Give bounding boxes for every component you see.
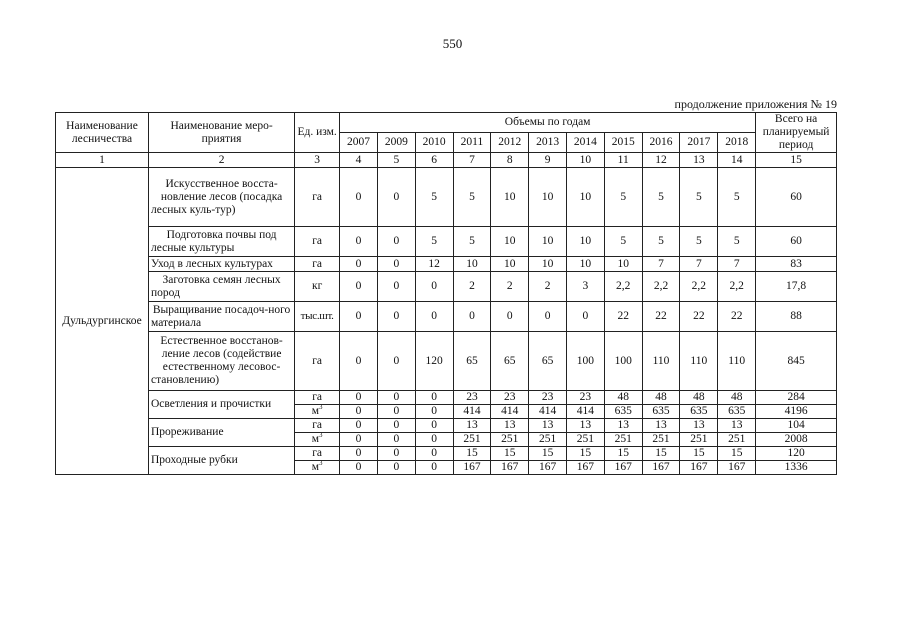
value-cell-2007: 0	[340, 227, 378, 257]
value-cell-2012: 251	[491, 433, 529, 447]
value-cell-2010: 120	[415, 332, 453, 391]
total-cell: 1336	[756, 461, 837, 475]
value-cell-2011: 251	[453, 433, 491, 447]
year-header-2016: 2016	[642, 133, 680, 153]
value-cell-2014: 414	[567, 405, 605, 419]
total-cell: 4196	[756, 405, 837, 419]
forestry-volumes-table	[55, 112, 837, 475]
value-cell-2018: 635	[718, 405, 756, 419]
value-cell-2011: 167	[453, 461, 491, 475]
value-cell-2007: 0	[340, 405, 378, 419]
value-cell-2015: 635	[604, 405, 642, 419]
value-cell-2016: 15	[642, 447, 680, 461]
header-forestry: Наименование лесничества	[56, 113, 149, 153]
value-cell-2012: 23	[491, 391, 529, 405]
value-cell-2014: 10	[567, 227, 605, 257]
value-cell-2011: 23	[453, 391, 491, 405]
value-cell-2014: 167	[567, 461, 605, 475]
unit-cell: га	[295, 447, 340, 461]
table-row	[56, 227, 837, 257]
column-number-5: 5	[377, 153, 415, 168]
value-cell-2012: 15	[491, 447, 529, 461]
value-cell-2013: 10	[529, 168, 567, 227]
value-cell-2014: 3	[567, 272, 605, 302]
value-cell-2018: 167	[718, 461, 756, 475]
value-cell-2011: 0	[453, 302, 491, 332]
total-cell: 845	[756, 332, 837, 391]
column-number-8: 8	[491, 153, 529, 168]
value-cell-2016: 5	[642, 168, 680, 227]
activity-name-cell: Прореживание	[149, 419, 295, 447]
activity-name-cell: Заготовка семян лесных пород	[149, 272, 295, 302]
value-cell-2018: 251	[718, 433, 756, 447]
year-header-2012: 2012	[491, 133, 529, 153]
activity-name-cell: Подготовка почвы под лесные культуры	[149, 227, 295, 257]
table-row	[56, 257, 837, 272]
activity-name-cell: Выращивание посадоч-ного материала	[149, 302, 295, 332]
value-cell-2014: 10	[567, 257, 605, 272]
value-cell-2012: 10	[491, 227, 529, 257]
value-cell-2017: 13	[680, 419, 718, 433]
value-cell-2011: 15	[453, 447, 491, 461]
activity-name-cell: Естественное восстанов-ление лесов (содействие естественному лесовос-становлению)	[149, 332, 295, 391]
header-total: Всего на планируемый период	[756, 113, 837, 153]
year-header-2010: 2010	[415, 133, 453, 153]
column-number-6: 6	[415, 153, 453, 168]
column-number-13: 13	[680, 153, 718, 168]
value-cell-2010: 12	[415, 257, 453, 272]
total-cell: 83	[756, 257, 837, 272]
column-number-12: 12	[642, 153, 680, 168]
value-cell-2013: 167	[529, 461, 567, 475]
value-cell-2010: 5	[415, 227, 453, 257]
value-cell-2018: 48	[718, 391, 756, 405]
value-cell-2013: 0	[529, 302, 567, 332]
total-cell: 104	[756, 419, 837, 433]
value-cell-2011: 13	[453, 419, 491, 433]
value-cell-2010: 0	[415, 461, 453, 475]
value-cell-2016: 167	[642, 461, 680, 475]
value-cell-2012: 414	[491, 405, 529, 419]
year-header-2009: 2009	[377, 133, 415, 153]
unit-cell: га	[295, 257, 340, 272]
value-cell-2013: 10	[529, 257, 567, 272]
value-cell-2018: 2,2	[718, 272, 756, 302]
total-cell: 88	[756, 302, 837, 332]
table-row	[56, 447, 837, 461]
column-number-1: 1	[56, 153, 149, 168]
value-cell-2015: 48	[604, 391, 642, 405]
column-number-2: 2	[149, 153, 295, 168]
value-cell-2010: 0	[415, 405, 453, 419]
value-cell-2010: 0	[415, 302, 453, 332]
value-cell-2017: 5	[680, 168, 718, 227]
value-cell-2014: 23	[567, 391, 605, 405]
value-cell-2013: 65	[529, 332, 567, 391]
year-header-2015: 2015	[604, 133, 642, 153]
activity-name-cell: Искусственное восста-новление лесов (посадка лесных куль-тур)	[149, 168, 295, 227]
value-cell-2010: 0	[415, 272, 453, 302]
value-cell-2017: 110	[680, 332, 718, 391]
year-header-2018: 2018	[718, 133, 756, 153]
value-cell-2017: 2,2	[680, 272, 718, 302]
value-cell-2015: 10	[604, 257, 642, 272]
value-cell-2015: 5	[604, 227, 642, 257]
table-row	[56, 168, 837, 227]
table-body	[56, 168, 837, 475]
value-cell-2013: 10	[529, 227, 567, 257]
value-cell-2013: 2	[529, 272, 567, 302]
value-cell-2007: 0	[340, 461, 378, 475]
value-cell-2018: 110	[718, 332, 756, 391]
value-cell-2012: 13	[491, 419, 529, 433]
value-cell-2017: 167	[680, 461, 718, 475]
table-row	[56, 391, 837, 405]
value-cell-2014: 251	[567, 433, 605, 447]
activity-name-cell: Проходные рубки	[149, 447, 295, 475]
value-cell-2009: 0	[377, 405, 415, 419]
value-cell-2017: 22	[680, 302, 718, 332]
value-cell-2009: 0	[377, 168, 415, 227]
year-header-2007: 2007	[340, 133, 378, 153]
year-header-2017: 2017	[680, 133, 718, 153]
value-cell-2018: 7	[718, 257, 756, 272]
value-cell-2013: 251	[529, 433, 567, 447]
value-cell-2010: 0	[415, 419, 453, 433]
value-cell-2011: 65	[453, 332, 491, 391]
value-cell-2009: 0	[377, 433, 415, 447]
table-row	[56, 302, 837, 332]
value-cell-2015: 15	[604, 447, 642, 461]
value-cell-2011: 5	[453, 227, 491, 257]
value-cell-2017: 48	[680, 391, 718, 405]
activity-name-cell: Осветления и прочистки	[149, 391, 295, 419]
value-cell-2015: 100	[604, 332, 642, 391]
unit-cell: га	[295, 332, 340, 391]
value-cell-2012: 10	[491, 168, 529, 227]
unit-cell: га	[295, 419, 340, 433]
total-cell: 2008	[756, 433, 837, 447]
value-cell-2012: 167	[491, 461, 529, 475]
value-cell-2011: 2	[453, 272, 491, 302]
unit-cell: га	[295, 391, 340, 405]
column-number-15: 15	[756, 153, 837, 168]
value-cell-2017: 635	[680, 405, 718, 419]
activity-name-cell: Уход в лесных культурах	[149, 257, 295, 272]
value-cell-2014: 0	[567, 302, 605, 332]
value-cell-2009: 0	[377, 461, 415, 475]
header-unit: Ед. изм.	[295, 113, 340, 153]
value-cell-2016: 22	[642, 302, 680, 332]
value-cell-2010: 0	[415, 447, 453, 461]
value-cell-2015: 2,2	[604, 272, 642, 302]
value-cell-2013: 414	[529, 405, 567, 419]
appendix-continuation-note: продолжение приложения № 19	[674, 97, 837, 111]
value-cell-2014: 15	[567, 447, 605, 461]
column-number-10: 10	[567, 153, 605, 168]
table-header	[56, 113, 837, 168]
value-cell-2010: 0	[415, 433, 453, 447]
column-number-3: 3	[295, 153, 340, 168]
column-number-14: 14	[718, 153, 756, 168]
value-cell-2009: 0	[377, 332, 415, 391]
value-cell-2014: 13	[567, 419, 605, 433]
value-cell-2016: 2,2	[642, 272, 680, 302]
value-cell-2015: 167	[604, 461, 642, 475]
column-number-9: 9	[529, 153, 567, 168]
total-cell: 60	[756, 227, 837, 257]
value-cell-2012: 0	[491, 302, 529, 332]
value-cell-2016: 48	[642, 391, 680, 405]
unit-cell: $м^3$	[295, 461, 340, 475]
table-row	[56, 272, 837, 302]
forestry-name-cell: Дульдургинское	[56, 168, 149, 475]
value-cell-2011: 5	[453, 168, 491, 227]
value-cell-2016: 635	[642, 405, 680, 419]
unit-cell: га	[295, 168, 340, 227]
value-cell-2009: 0	[377, 302, 415, 332]
value-cell-2011: 10	[453, 257, 491, 272]
value-cell-2007: 0	[340, 168, 378, 227]
value-cell-2007: 0	[340, 447, 378, 461]
total-cell: 284	[756, 391, 837, 405]
value-cell-2012: 10	[491, 257, 529, 272]
table-row	[56, 419, 837, 433]
total-cell: 17,8	[756, 272, 837, 302]
year-header-2014: 2014	[567, 133, 605, 153]
total-cell: 120	[756, 447, 837, 461]
value-cell-2010: 5	[415, 168, 453, 227]
value-cell-2009: 0	[377, 257, 415, 272]
value-cell-2015: 251	[604, 433, 642, 447]
value-cell-2014: 10	[567, 168, 605, 227]
value-cell-2017: 5	[680, 227, 718, 257]
value-cell-2011: 414	[453, 405, 491, 419]
unit-cell: кг	[295, 272, 340, 302]
column-number-row	[56, 153, 837, 168]
value-cell-2015: 13	[604, 419, 642, 433]
value-cell-2016: 13	[642, 419, 680, 433]
unit-cell: га	[295, 227, 340, 257]
value-cell-2009: 0	[377, 419, 415, 433]
value-cell-2010: 0	[415, 391, 453, 405]
header-volumes-by-year: Объемы по годам	[340, 113, 756, 133]
value-cell-2012: 2	[491, 272, 529, 302]
value-cell-2007: 0	[340, 391, 378, 405]
value-cell-2017: 251	[680, 433, 718, 447]
value-cell-2016: 7	[642, 257, 680, 272]
value-cell-2018: 5	[718, 227, 756, 257]
value-cell-2018: 15	[718, 447, 756, 461]
value-cell-2009: 0	[377, 391, 415, 405]
column-number-7: 7	[453, 153, 491, 168]
value-cell-2013: 13	[529, 419, 567, 433]
value-cell-2009: 0	[377, 447, 415, 461]
value-cell-2016: 110	[642, 332, 680, 391]
table-row	[56, 332, 837, 391]
value-cell-2018: 22	[718, 302, 756, 332]
value-cell-2012: 65	[491, 332, 529, 391]
page-number: 550	[442, 36, 463, 51]
value-cell-2017: 15	[680, 447, 718, 461]
value-cell-2018: 13	[718, 419, 756, 433]
column-number-11: 11	[604, 153, 642, 168]
year-header-2011: 2011	[453, 133, 491, 153]
value-cell-2007: 0	[340, 419, 378, 433]
unit-cell: $м^3$	[295, 433, 340, 447]
value-cell-2007: 0	[340, 302, 378, 332]
value-cell-2009: 0	[377, 272, 415, 302]
value-cell-2013: 15	[529, 447, 567, 461]
value-cell-2007: 0	[340, 433, 378, 447]
column-number-4: 4	[340, 153, 378, 168]
value-cell-2013: 23	[529, 391, 567, 405]
value-cell-2015: 22	[604, 302, 642, 332]
unit-cell: тыс.шт.	[295, 302, 340, 332]
value-cell-2016: 5	[642, 227, 680, 257]
value-cell-2018: 5	[718, 168, 756, 227]
value-cell-2014: 100	[567, 332, 605, 391]
value-cell-2015: 5	[604, 168, 642, 227]
total-cell: 60	[756, 168, 837, 227]
unit-cell: $м^3$	[295, 405, 340, 419]
value-cell-2016: 251	[642, 433, 680, 447]
value-cell-2009: 0	[377, 227, 415, 257]
value-cell-2007: 0	[340, 272, 378, 302]
value-cell-2007: 0	[340, 332, 378, 391]
value-cell-2007: 0	[340, 257, 378, 272]
year-header-2013: 2013	[529, 133, 567, 153]
header-activity: Наименование меро-приятия	[149, 113, 295, 153]
value-cell-2017: 7	[680, 257, 718, 272]
